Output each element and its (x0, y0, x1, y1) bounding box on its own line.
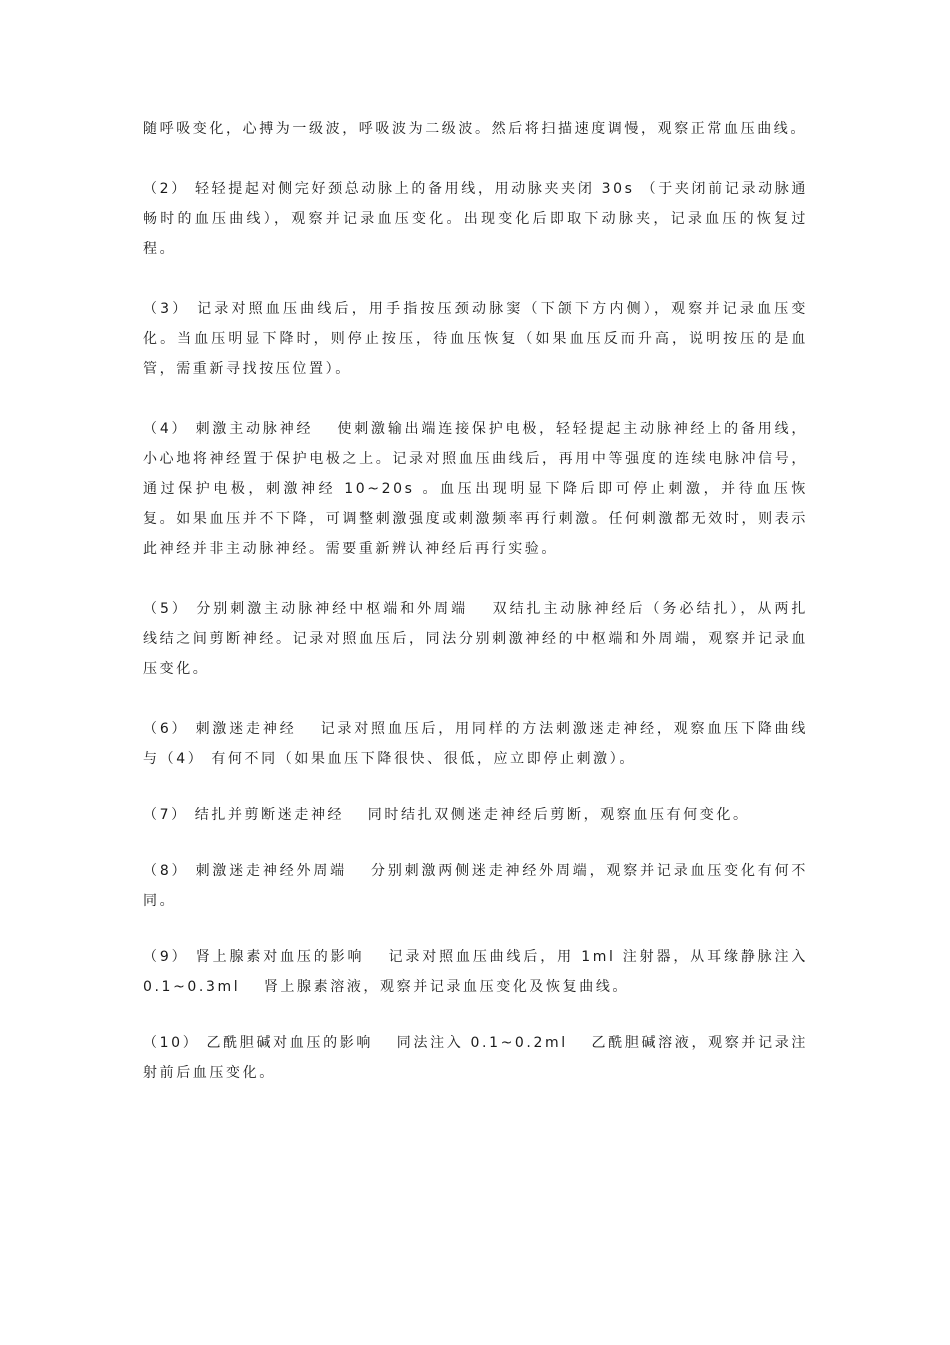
paragraph-step-2: （2） 轻轻提起对侧完好颈总动脉上的备用线，用动脉夹夹闭 30s （于夹闭前记录动脉通畅时的血压曲线），观察并记录血压变化。出现变化后即取下动脉夹，记录血压的恢复过程。 (143, 181, 808, 257)
paragraph-step-3: （3） 记录对照血压曲线后，用手指按压颈动脉窦（下颌下方内侧），观察并记录血压变化。当血压明显下降时，则停止按压，待血压恢复（如果血压反而升高，说明按压的是血管，需重新寻找按压位置）。 (143, 301, 808, 377)
paragraph-step-8: （8） 刺激迷走神经外周端 分别刺激两侧迷走神经外周端，观察并记录血压变化有何不同。 (143, 863, 808, 909)
paragraph-step-7: （7） 结扎并剪断迷走神经 同时结扎双侧迷走神经后剪断，观察血压有何变化。 (143, 807, 750, 823)
paragraph-step-10: （10） 乙酰胆碱对血压的影响 同法注入 0.1~0.2ml 乙酰胆碱溶液，观察并记录注射前后血压变化。 (143, 1035, 808, 1081)
paragraph-step-4: （4） 刺激主动脉神经 使刺激输出端连接保护电极，轻轻提起主动脉神经上的备用线，小心地将神经置于保护电极之上。记录对照血压曲线后，再用中等强度的连续电脉冲信号，通过保护电极，刺激神经 10~20s 。血压出现明显下降后即可停止刺激，并待血压恢复。如果血压并不下降，可调整刺激强度或刺激频率再行刺激。任何刺激都无效时，则表示此神经并非主动脉神经。需要重新辨认神经后再行实验。 (143, 421, 808, 557)
paragraph-step-6: （6） 刺激迷走神经 记录对照血压后，用同样的方法刺激迷走神经，观察血压下降曲线与（4） 有何不同（如果血压下降很快、很低，应立即停止刺激）。 (143, 721, 808, 767)
paragraph-step-5: （5） 分别刺激主动脉神经中枢端和外周端 双结扎主动脉神经后（务必结扎），从两扎线结之间剪断神经。记录对照血压后，同法分别刺激神经的中枢端和外周端，观察并记录血压变化。 (143, 601, 808, 677)
paragraph-continuation: 随呼吸变化，心搏为一级波，呼吸波为二级波。然后将扫描速度调慢，观察正常血压曲线。 (143, 121, 807, 137)
paragraph-step-9: （9） 肾上腺素对血压的影响 记录对照血压曲线后，用 1ml 注射器，从耳缘静脉注入 0.1~0.3ml 肾上腺素溶液，观察并记录血压变化及恢复曲线。 (143, 949, 808, 995)
document-body (143, 114, 808, 1118)
